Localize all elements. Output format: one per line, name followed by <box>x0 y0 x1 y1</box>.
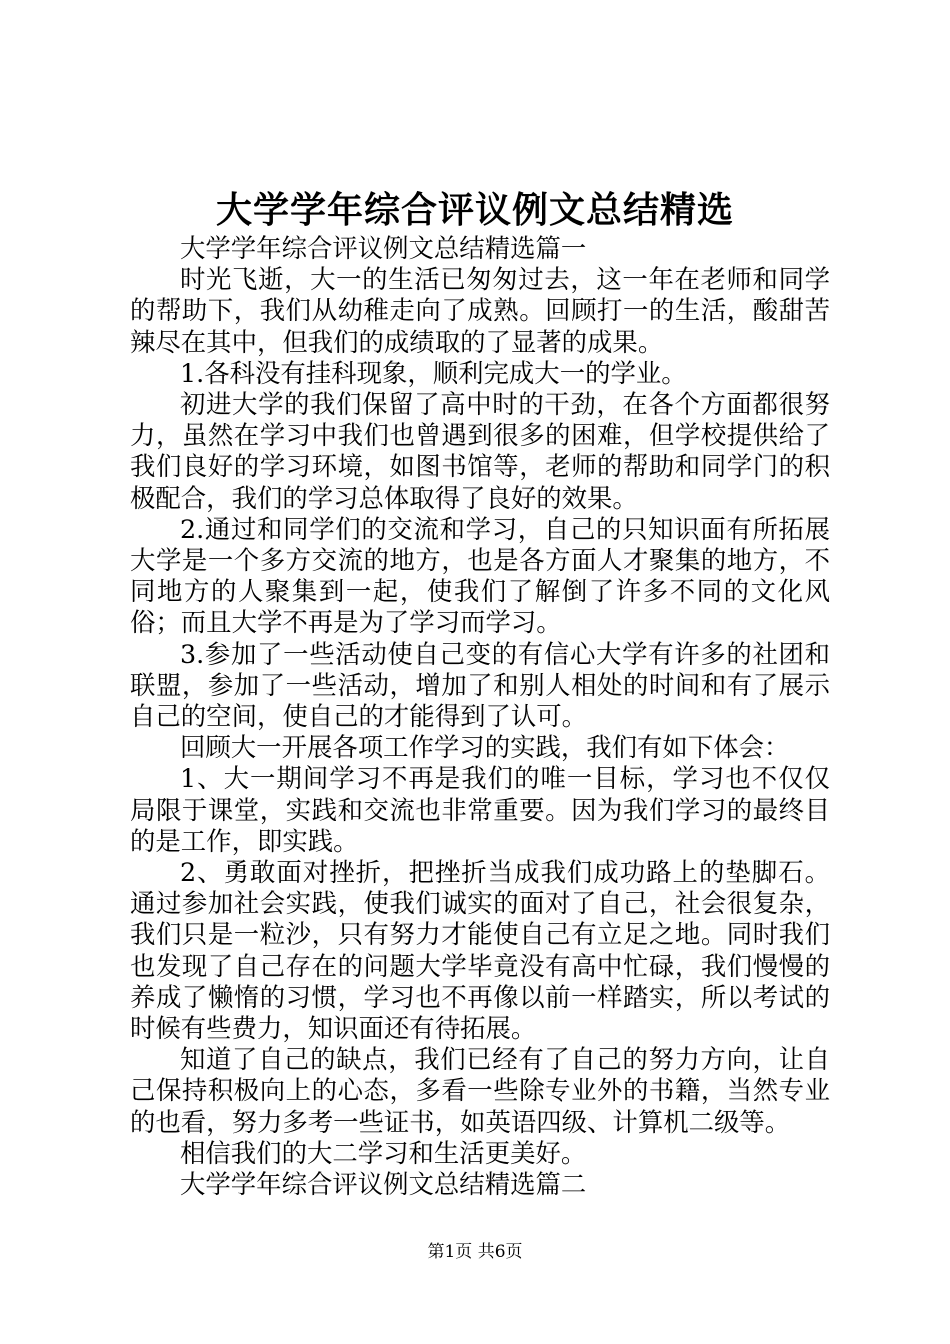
paragraph-reflection-1: 1、大一期间学习不再是我们的唯一目标，学习也不仅仅局限于课堂，实践和交流也非常重要。因为我们学习的最终目的是工作，即实践。 <box>130 763 830 856</box>
paragraph-direction: 知道了自己的缺点，我们已经有了自己的努力方向，让自己保持积极向上的心态，多看一些除专业外的书籍，当然专业的也看，努力多考一些证书，如英语四级、计算机二级等。 <box>130 1044 830 1137</box>
document-body <box>130 233 830 1200</box>
paragraph-point-2: 2.通过和同学们的交流和学习，自己的只知识面有所拓展大学是一个多方交流的地方，也是各方面人才聚集的地方，不同地方的人聚集到一起，使我们了解倒了许多不同的文化风俗；而且大学不再是为了学习而学习。 <box>130 513 830 638</box>
paragraph-point-1-detail: 初进大学的我们保留了高中时的干劲，在各个方面都很努力，虽然在学习中我们也曾遇到很多的困难，但学校提供给了我们良好的学习环境，如图书馆等，老师的帮助和同学门的积极配合，我们的学习总体取得了良好的效果。 <box>130 389 830 513</box>
paragraph-point-1: 1.各科没有挂科现象，顺利完成大一的学业。 <box>180 357 687 388</box>
paragraph-intro: 时光飞逝，大一的生活已匆匆过去，这一年在老师和同学的帮助下，我们从幼稚走向了成熟。回顾打一的生活，酸甜苦辣尽在其中，但我们的成绩取的了显著的成果。 <box>130 264 830 357</box>
page-footer: 第1页 共6页 <box>427 1242 523 1262</box>
paragraph-reflection-intro: 回顾大一开展各项工作学习的实践，我们有如下体会： <box>180 732 790 763</box>
paragraph-closing: 相信我们的大二学习和生活更美好。 <box>180 1137 587 1168</box>
paragraph-point-3: 3.参加了一些活动使自己变的有信心大学有许多的社团和联盟，参加了一些活动，增加了和别人相处的时间和有了展示自己的空间，使自己的才能得到了认可。 <box>130 638 830 732</box>
paragraph-reflection-2: 2、勇敢面对挫折，把挫折当成我们成功路上的垫脚石。通过参加社会实践，使我们诚实的面对了自己，社会很复杂，我们只是一粒沙，只有努力才能使自己有立足之地。同时我们也发现了自己存在的问题大学毕竟没有高中忙碌，我们慢慢的养成了懒惰的习惯，学习也不再像以前一样踏实，所以考试的时候有些费力，知识面还有待拓展。 <box>130 857 830 1044</box>
paragraph-section-heading-1: 大学学年综合评议例文总结精选篇一 <box>180 233 587 263</box>
document-title: 大学学年综合评议例文总结精选 <box>215 189 734 231</box>
paragraph-section-heading-2: 大学学年综合评议例文总结精选篇二 <box>180 1169 587 1200</box>
